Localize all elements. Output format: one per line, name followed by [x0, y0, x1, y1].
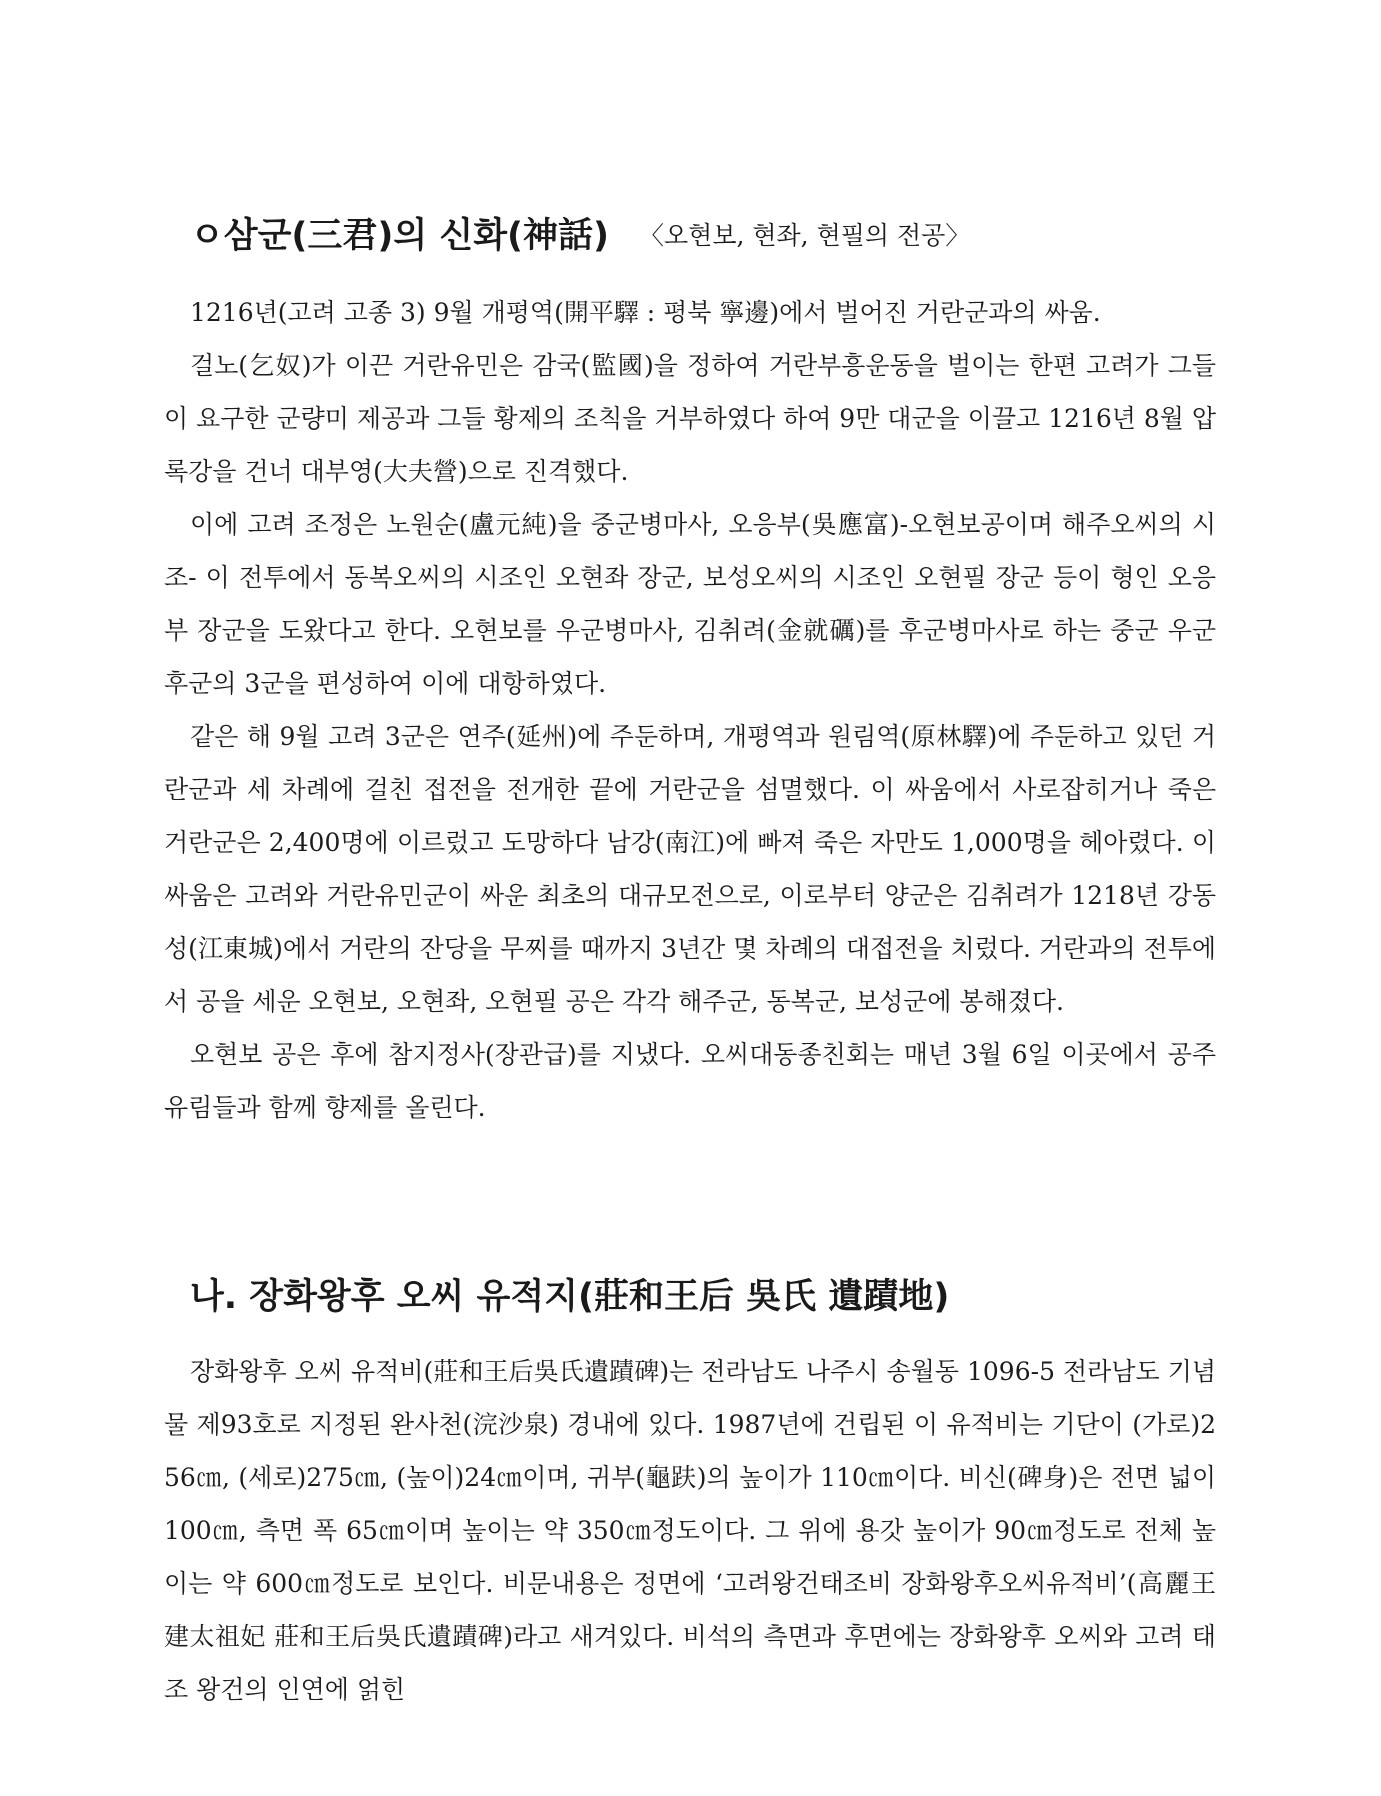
- paragraph: 이에 고려 조정은 노원순(盧元純)을 중군병마사, 오응부(吳應富)-오현보공이며 해주오씨의 시조- 이 전투에서 동복오씨의 시조인 오현좌 장군, 보성오씨의 시조인 오현필 장군 등이 형인 오응부 장군을 도왔다고 한다. 오현보를 우군병마사, 김취려(金就礪)를 후군병마사로 하는 중군 우군 후군의 3군을 편성하여 이에 대항하였다.: [164, 510, 1216, 698]
- section-body-three-lords: [164, 286, 1216, 1134]
- section-body-queen-janghwa: [164, 1345, 1216, 1716]
- paragraph: 같은 해 9월 고려 3군은 연주(延州)에 주둔하며, 개평역과 원림역(原林驛)에 주둔하고 있던 거란군과 세 차례에 걸친 접전을 전개한 끝에 거란군을 섬멸했다. 이 싸움에서 사로잡히거나 죽은 거란군은 2,400명에 이르렀고 도망하다 남강(南江)에 빠져 죽은 자만도 1,000명을 헤아렸다. 이 싸움은 고려와 거란유민군이 싸운 최초의 대규모전으로, 이로부터 양군은 김취려가 1218년 강동성(江東城)에서 거란의 잔당을 무찌를 때까지 3년간 몇 차례의 대접전을 치렀다. 거란과의 전투에서 공을 세운 오현보, 오현좌, 오현필 공은 각각 해주군, 동복군, 보성군에 봉해졌다.: [164, 722, 1216, 1016]
- section-heading-queen-janghwa: 나. 장화왕후 오씨 유적지(莊和王后 吳氏 遺蹟地): [190, 1277, 950, 1317]
- paragraph: 오현보 공은 후에 참지정사(장관급)를 지냈다. 오씨대동종친회는 매년 3월 6일 이곳에서 공주유림들과 함께 향제를 올린다.: [164, 1040, 1216, 1122]
- section-heading-three-lords: [190, 214, 970, 258]
- section-heading-text: ㅇ삼군(三君)의 신화(神話): [190, 216, 610, 256]
- section-subheading: 〈오현보, 현좌, 현필의 전공〉: [639, 221, 971, 250]
- paragraph: 장화왕후 오씨 유적비(莊和王后吳氏遺蹟碑)는 전라남도 나주시 송월동 1096-5 전라남도 기념물 제93호로 지정된 완사천(浣沙泉) 경내에 있다. 1987년에 건립된 이 유적비는 기단이 (가로)256㎝, (세로)275㎝, (높이)24㎝이며, 귀부(龜趺)의 높이가 110㎝이다. 비신(碑身)은 전면 넓이 100㎝, 측면 폭 65㎝이며 높이는 약 350㎝정도이다. 그 위에 용갓 높이가 90㎝정도로 전체 높이는 약 600㎝정도로 보인다. 비문내용은 정면에 ‘고려왕건태조비 장화왕후오씨유적비’(高麗王建太祖妃 莊和王后吳氏遺蹟碑)라고 새겨있다. 비석의 측면과 후면에는 장화왕후 오씨와 고려 태조 왕건의 인연에 얽힌: [164, 1357, 1216, 1704]
- paragraph: 1216년(고려 고종 3) 9월 개평역(開平驛 : 평북 寧邊)에서 벌어진 거란군과의 싸움.: [190, 298, 1101, 327]
- paragraph: 걸노(乞奴)가 이끈 거란유민은 감국(監國)을 정하여 거란부흥운동을 벌이는 한편 고려가 그들이 요구한 군량미 제공과 그들 황제의 조칙을 거부하였다 하여 9만 대군을 이끌고 1216년 8월 압록강을 건너 대부영(大夫營)으로 진격했다.: [164, 351, 1216, 486]
